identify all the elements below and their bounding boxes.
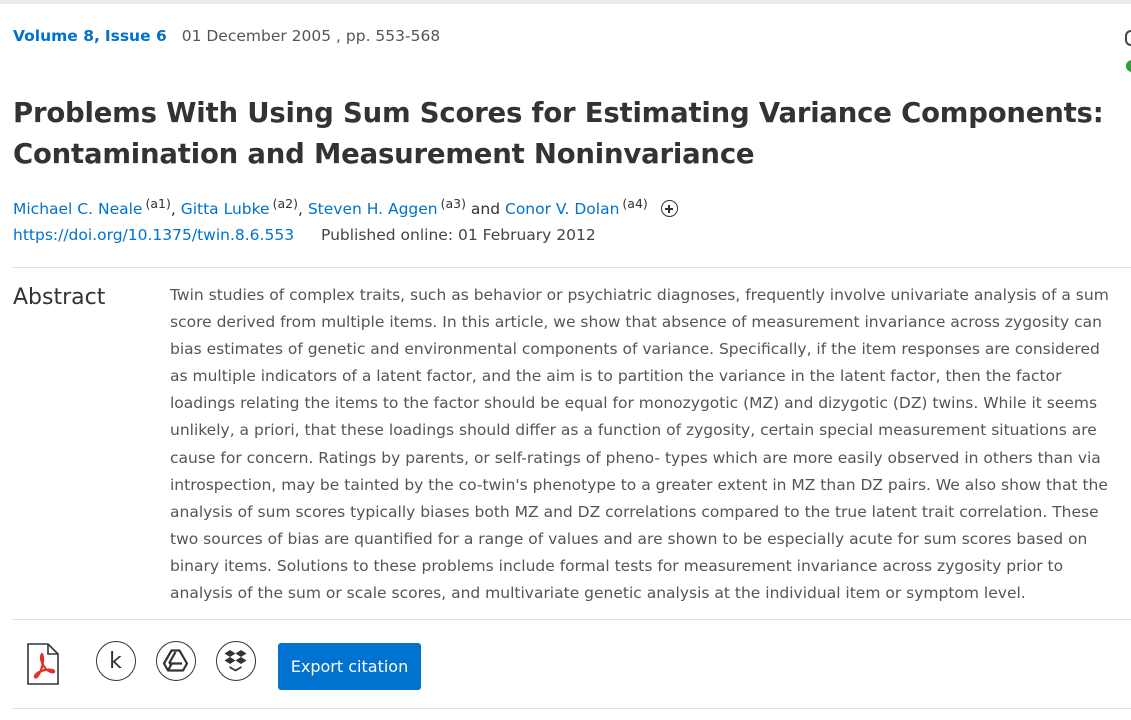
article-title: Problems With Using Sum Scores for Estimating Variance Components: Contamination and Measurement Noninvariance bbox=[13, 97, 1104, 170]
kindle-letter: k bbox=[109, 649, 122, 674]
abstract-heading: Abstract bbox=[13, 285, 106, 310]
expand-authors-plus-icon[interactable] bbox=[661, 200, 678, 217]
divider bbox=[13, 267, 1131, 268]
author-affiliation[interactable]: (a4) bbox=[622, 196, 648, 211]
kindle-icon[interactable] bbox=[96, 641, 136, 681]
access-status-icon bbox=[1126, 60, 1131, 72]
article-page bbox=[13, 0, 1131, 720]
author-separator: , bbox=[170, 200, 181, 218]
dropbox-icon[interactable] bbox=[216, 641, 256, 681]
author-affiliation[interactable]: (a3) bbox=[440, 196, 466, 211]
cut-off-icon bbox=[1125, 30, 1131, 46]
pdf-icon[interactable] bbox=[26, 642, 60, 686]
author-list bbox=[13, 192, 678, 221]
volume-link[interactable]: Volume 8 bbox=[13, 27, 94, 45]
author-separator: and bbox=[465, 200, 505, 218]
author-link[interactable]: Conor V. Dolan bbox=[505, 200, 620, 218]
dropbox-glyph-icon bbox=[217, 642, 254, 679]
author-affiliation[interactable]: (a2) bbox=[272, 196, 298, 211]
divider bbox=[13, 708, 1131, 709]
google-drive-glyph-icon bbox=[157, 642, 194, 679]
author-affiliation[interactable]: (a1) bbox=[145, 196, 171, 211]
issue-link[interactable]: Issue 6 bbox=[104, 27, 167, 45]
author-link[interactable]: Michael C. Neale bbox=[13, 200, 143, 218]
published-date: Published online: 01 February 2012 bbox=[321, 226, 596, 244]
issue-date-pages: 01 December 2005 , pp. 553-568 bbox=[181, 27, 441, 45]
author-link[interactable]: Gitta Lubke bbox=[180, 200, 270, 218]
author-separator: , bbox=[297, 200, 308, 218]
divider bbox=[13, 619, 1131, 620]
export-citation-button[interactable]: Export citation bbox=[278, 643, 421, 690]
author-link[interactable]: Steven H. Aggen bbox=[307, 200, 438, 218]
kindle-k-icon bbox=[97, 642, 134, 679]
abstract-text: Twin studies of complex traits, such as behavior or psychiatric diagnoses, frequently involve univariate analysis of a sum score derived from multiple items. In this article, we show that absence of measurement invariance across zygosity can bias estimates of genetic and environmental components of variance. Specifically, if the item responses are considered as multiple indicators of a latent factor, and the aim is to partition the variance in the latent factor, then the factor loadings relating the items to the factor should be equal for monozygotic (MZ) and dizygotic (DZ) twins. While it seems unlikely, a priori, that these loadings should differ as a function of zygosity, certain special measurement situations are cause for concern. Ratings by parents, or self-ratings of pheno- types which are more easily observed in others than via introspection, may be tainted by the co-twin's phenotype to a greater extent in MZ than DZ pairs. We also show that the analysis of sum scores typically biases both MZ and DZ correlations compared to the true latent trait correlation. These two sources of bias are quantified for a range of values and are shown to be especially acute for sum scores based on binary items. Solutions to these problems include formal tests for measurement invariance across zygosity prior to analysis of the sum or scale scores, and multivariate genetic analysis at the individual item or symptom level. bbox=[170, 286, 1109, 603]
issue-info bbox=[13, 25, 440, 47]
doi-line bbox=[13, 223, 596, 247]
issue-separator: , bbox=[94, 27, 100, 45]
doi-link[interactable]: https://doi.org/10.1375/twin.8.6.553 bbox=[13, 226, 295, 244]
google-drive-icon[interactable] bbox=[156, 641, 196, 681]
